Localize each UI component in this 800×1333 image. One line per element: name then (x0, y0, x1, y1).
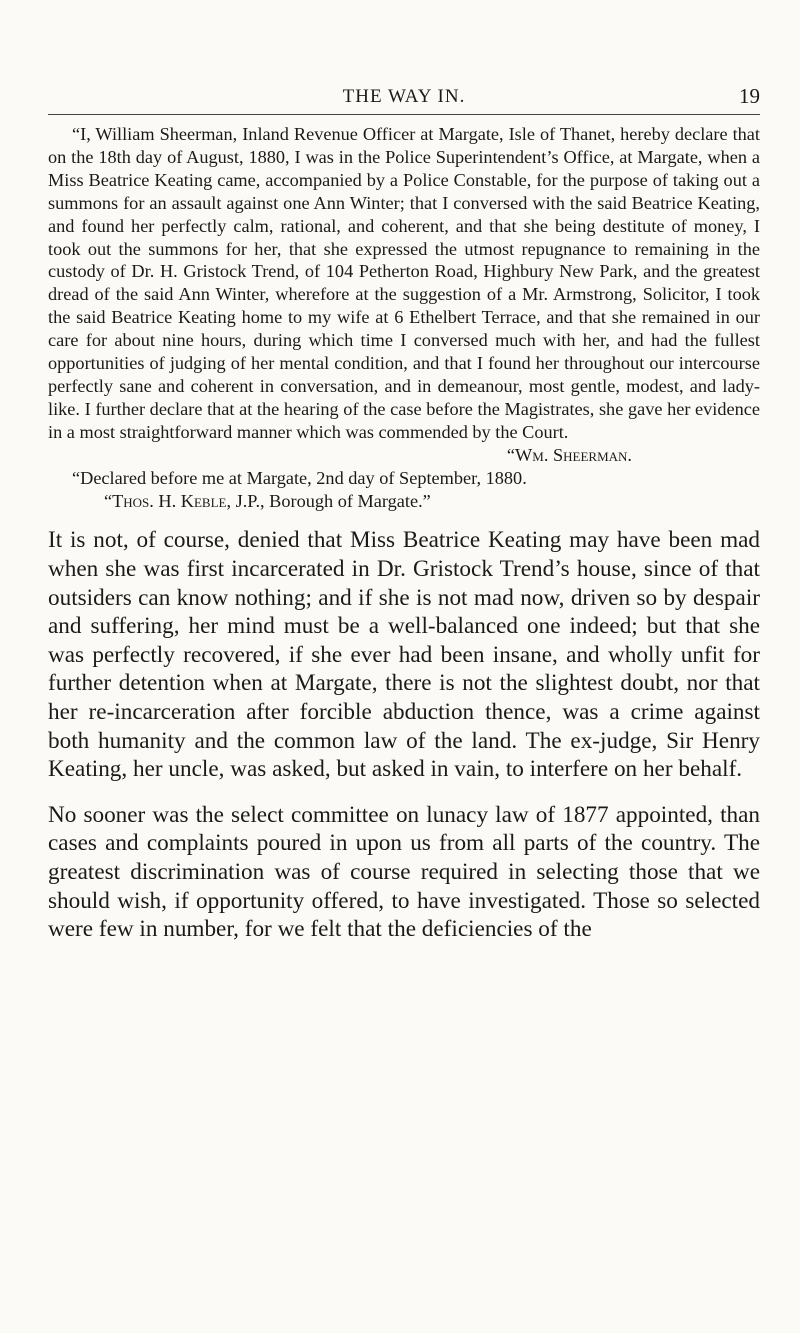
attestor-name: “Thos. H. Keble, (104, 490, 232, 511)
affidavit-text: “I, William Sheerman, Inland Revenue Officer at Margate, Isle of Thanet, hereby declare that on the 18th day of August, 1880, I was in the Police Superintendent’s Office, at Margate, when a Miss Beatrice Keating came, accompanied by a Police Constable, for the purpose of taking out a summons for an assault against one Ann Winter; that I conversed with the said Beatrice Keating, and found her perfectly calm, rational, and coherent, and that she being destitute of money, I took out the summons for her, that she expressed the utmost repugnance to remaining in the custody of Dr. H. Gristock Trend, of 104 Petherton Road, Highbury New Park, and the greatest dread of the said Ann Winter, wherefore at the suggestion of a Mr. Armstrong, Solicitor, I took the said Beatrice Keating home to my wife at 6 Ethelbert Terrace, and that she remained in our care for about nine hours, during which time I conversed much with her, and had the fullest opportunities of judging of her mental condition, and that I found her throughout our intercourse perfectly sane and coherent in conversation, and in demeanour, most gentle, modest, and lady-like. I further declare that at the hearing of the case before the Magistrates, she gave her evidence in a most straightforward manner which was commended by the Court. (48, 124, 760, 442)
affidavit-block (48, 123, 760, 467)
page-header (48, 84, 760, 115)
signature: “Wm. Sheerman. (506, 444, 632, 465)
page-number: 19 (739, 84, 760, 108)
body-paragraph-1: It is not, of course, denied that Miss Beatrice Keating may have been mad when she was first incarcerated in Dr. Gristock Trend’s house, since of that outsiders can know nothing; and if she is not mad now, driven so by despair and suffering, her mind must be a well-balanced one indeed; but that she was perfectly recovered, if she ever had been insane, and wholly unfit for further detention when at Margate, there is not the slightest doubt, nor that her re-incarceration after forcible abduction thence, was a crime against both humanity and the common law of the land. The ex-judge, Sir Henry Keating, her uncle, was asked, but asked in vain, to interfere on her behalf. (48, 527, 760, 783)
book-page (48, 84, 760, 961)
running-head: THE WAY IN. (342, 86, 466, 107)
body-paragraph-2: No sooner was the select committee on lunacy law of 1877 appointed, than cases and complaints poured in upon us from all parts of the country. The greatest discrimination was of course required in selecting those that we should wish, if opportunity offered, to have investigated. Those so selected were few in number, for we felt that the deficiencies of the (48, 801, 760, 943)
declaration-line: “Declared before me at Margate, 2nd day of September, 1880. (72, 467, 527, 488)
attestation-line (48, 490, 760, 513)
attestor-title: J.P., Borough of Margate.” (231, 490, 431, 511)
